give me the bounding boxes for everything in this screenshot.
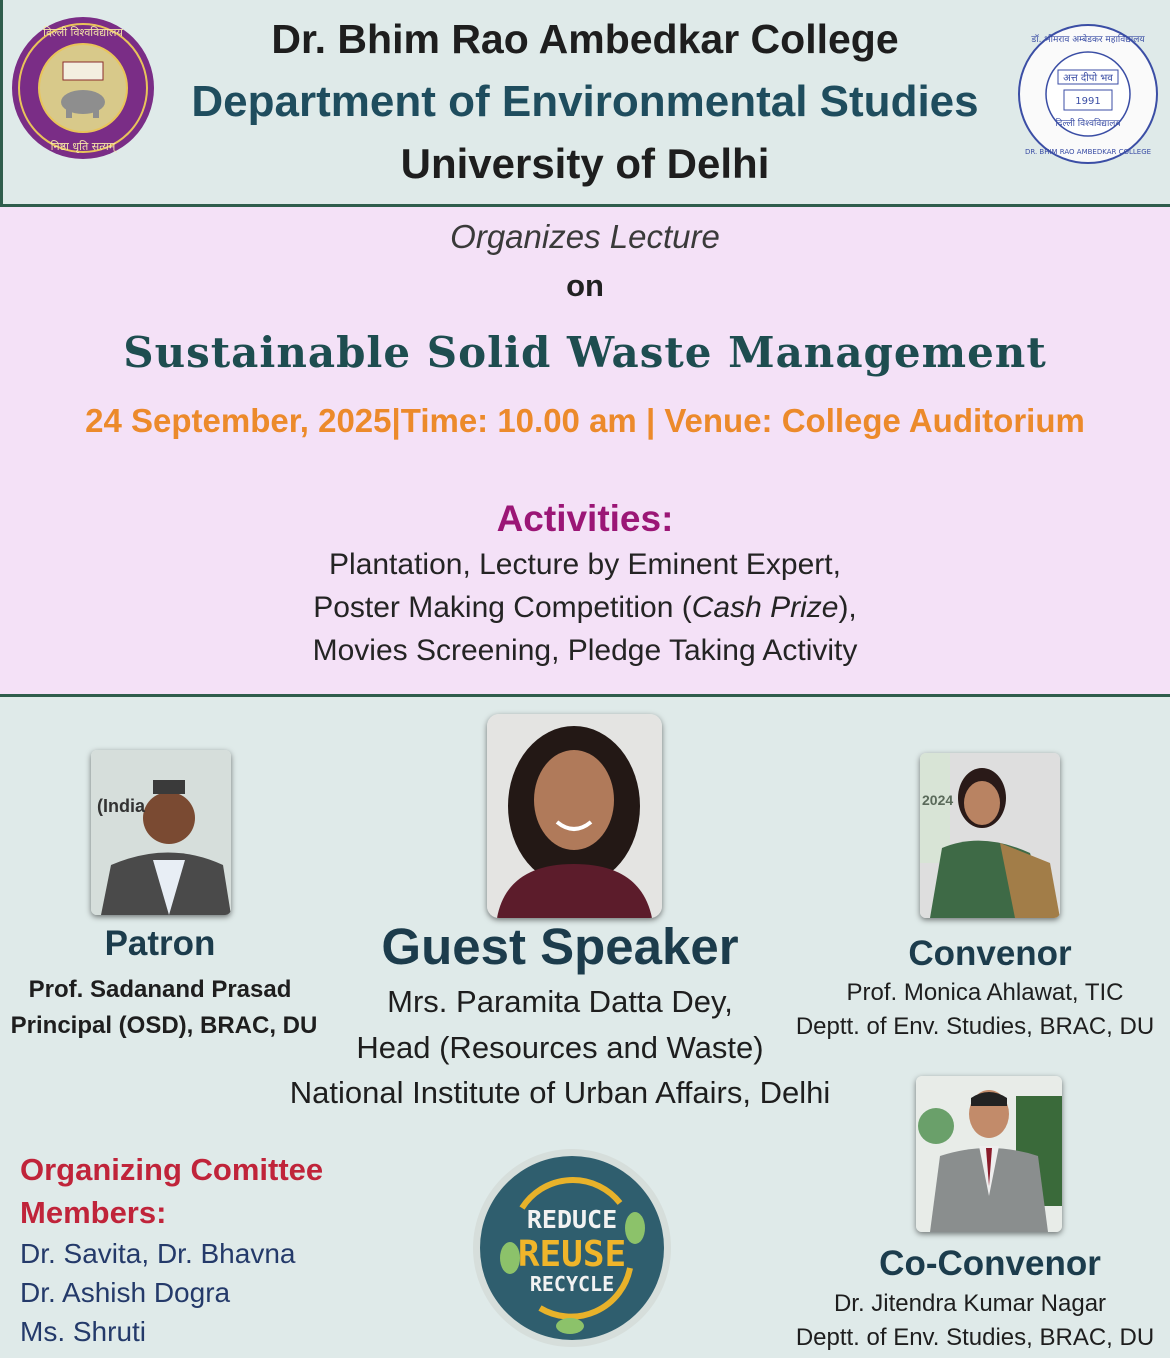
patron-role: Patron xyxy=(104,924,216,963)
committee-member: Dr. Ashish Dogra xyxy=(20,1277,231,1308)
coconvenor-designation: Deptt. of Env. Studies, BRAC, DU xyxy=(795,1324,1155,1351)
svg-text:दिल्ली विश्वविद्यालय: दिल्ली विश्वविद्यालय xyxy=(1055,119,1121,129)
svg-text:दिल्ली विश्वविद्यालय: दिल्ली विश्वविद्यालय xyxy=(43,26,123,39)
activities-heading: Activities: xyxy=(496,498,674,539)
reduce-reuse-recycle-badge xyxy=(470,1148,674,1348)
guest-speaker-role: Guest Speaker xyxy=(381,918,739,975)
coconvenor-name: Dr. Jitendra Kumar Nagar xyxy=(833,1290,1107,1317)
guest-speaker-designation: Head (Resources and Waste) xyxy=(356,1030,764,1065)
coconvenor-role: Co-Convenor xyxy=(879,1244,1101,1283)
guest-speaker-name: Mrs. Paramita Datta Dey, xyxy=(387,984,733,1019)
svg-text:REUSE: REUSE xyxy=(517,1234,627,1275)
svg-text:अत्त दीपो भव: अत्त दीपो भव xyxy=(1063,73,1113,84)
activity-line: Movies Screening, Pledge Taking Activity xyxy=(312,634,858,667)
svg-text:RECYCLE: RECYCLE xyxy=(529,1272,615,1296)
activity-line: Poster Making Competition (Cash Prize), xyxy=(313,591,857,624)
college-name: Dr. Bhim Rao Ambedkar College xyxy=(271,16,899,62)
convenor-role: Convenor xyxy=(908,934,1072,973)
patron-photo xyxy=(91,750,231,915)
committee-member: Dr. Savita, Dr. Bhavna xyxy=(20,1238,296,1269)
svg-text:(India: (India xyxy=(97,796,145,816)
committee-member: Ms. Shruti xyxy=(20,1316,147,1347)
guest-speaker-photo xyxy=(487,714,662,918)
svg-text:2024: 2024 xyxy=(922,792,954,808)
svg-text:डॉ. भीमराव अम्बेडकर महाविद्याल: डॉ. भीमराव अम्बेडकर महाविद्यालय xyxy=(1031,35,1145,45)
convenor-name: Prof. Monica Ahlawat, TIC xyxy=(846,979,1124,1006)
patron-name: Prof. Sadanand Prasad xyxy=(28,976,292,1003)
event-datetime-venue: 24 September, 2025|Time: 10.00 am | Venue: College Auditorium xyxy=(85,402,1085,439)
coconvenor-photo xyxy=(916,1076,1062,1232)
patron-designation: Principal (OSD), BRAC, DU xyxy=(10,1012,318,1039)
divider xyxy=(0,694,1170,697)
department-name: Department of Environmental Studies xyxy=(191,77,979,126)
on-text: on xyxy=(566,268,604,303)
event-title: Sustainable Solid Waste Management xyxy=(123,328,1047,377)
convenor-photo xyxy=(920,753,1060,918)
svg-text:1991: 1991 xyxy=(1075,96,1101,107)
committee-heading-members: Members: xyxy=(20,1195,167,1230)
university-name: University of Delhi xyxy=(400,140,770,187)
college-seal-logo xyxy=(1014,22,1162,167)
committee-heading: Organizing Comittee xyxy=(20,1152,324,1187)
convenor-designation: Deptt. of Env. Studies, BRAC, DU xyxy=(795,1013,1155,1040)
activity-line: Plantation, Lecture by Eminent Expert, xyxy=(329,548,841,581)
organizes-text: Organizes Lecture xyxy=(450,218,720,255)
svg-text:REDUCE: REDUCE xyxy=(526,1205,618,1234)
guest-speaker-institute: National Institute of Urban Affairs, Delhi xyxy=(289,1075,831,1110)
svg-text:निष्ठा धृति सत्यम्: निष्ठा धृति सत्यम् xyxy=(50,140,116,153)
svg-text:DR. BHIM RAO AMBEDKAR COLLEGE: DR. BHIM RAO AMBEDKAR COLLEGE xyxy=(1024,148,1152,156)
